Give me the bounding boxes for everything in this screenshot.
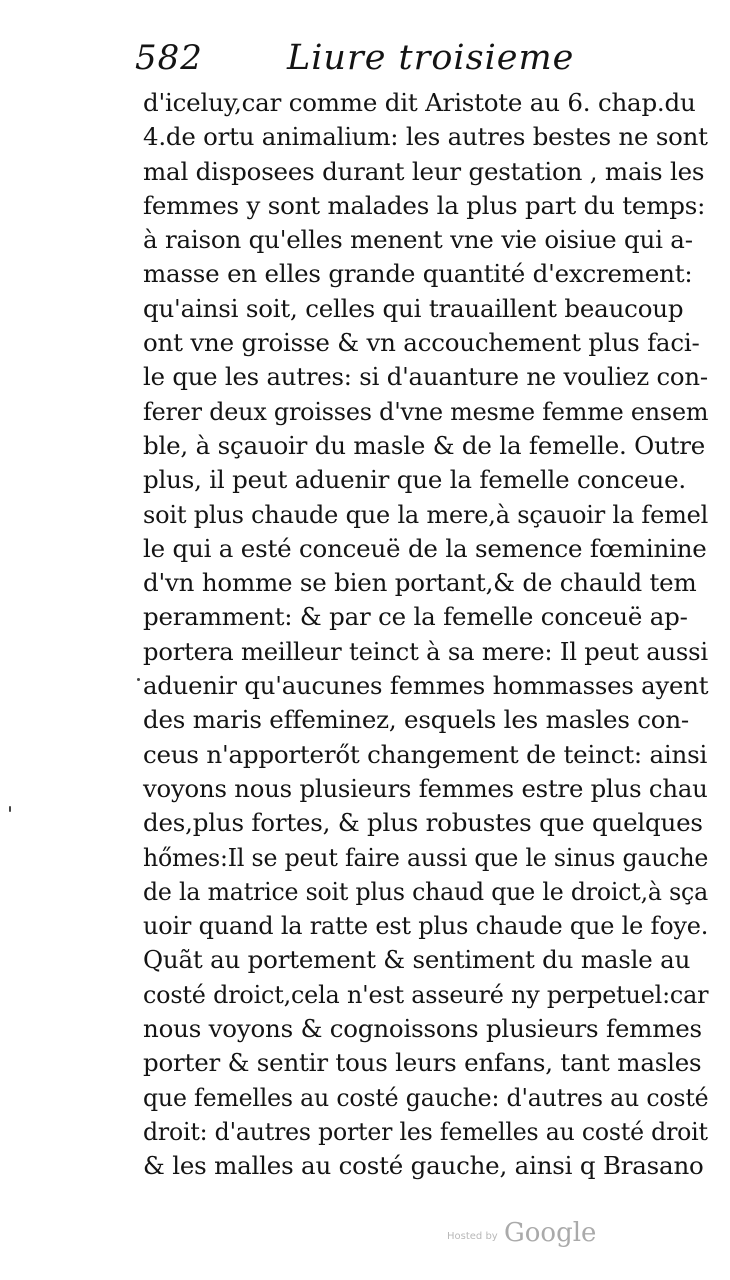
text-line: & les malles au costé gauche, ainsi q Brasano (143, 1151, 704, 1181)
ink-speck (9, 806, 11, 812)
text-line: à raison qu'elles menent vne vie oisiue qui a- (143, 225, 693, 255)
text-line: ferer deux groisses d'vne mesme femme ensem (143, 396, 709, 426)
text-line: portera meilleur teinct à sa mere: Il peut aussi (143, 636, 708, 666)
text-line: 4.de ortu animalium: les autres bestes ne sont (143, 122, 708, 152)
ink-speck (137, 678, 140, 681)
text-line: ont vne groisse & vn accouchement plus faci- (143, 328, 700, 358)
text-line: de la matrice soit plus chaud que le droict,à sça (143, 876, 708, 906)
text-line: le qui a esté conceuë de la semence fœminine (143, 533, 707, 563)
text-line: droit: d'autres porter les femelles au costé droit (143, 1116, 708, 1146)
text-line: plus, il peut aduenir que la femelle conceue. (143, 465, 686, 495)
text-line: d'vn homme se bien portant,& de chauld tem (143, 568, 697, 598)
google-watermark (447, 1218, 607, 1252)
text-line: porter & sentir tous leurs enfans, tant masles (143, 1048, 702, 1078)
running-title: Liure troisieme (287, 38, 575, 78)
text-line: masse en elles grande quantité d'excrement: (143, 259, 693, 289)
text-line: Quãt au portement & sentiment du masle au (143, 945, 691, 975)
text-line: soit plus chaude que la mere,à sçauoir la femel (143, 499, 709, 529)
text-line: ble, à sçauoir du masle & de la femelle. Outre (143, 430, 706, 460)
text-line: voyons nous plusieurs femmes estre plus chau (143, 773, 708, 803)
text-line: femmes y sont malades la plus part du temps: (143, 190, 706, 220)
text-line: mal disposees durant leur gestation , mais les (143, 156, 705, 186)
hosted-by-label: Hosted by (447, 1231, 498, 1242)
text-line: des,plus fortes, & plus robustes que quelques (143, 808, 703, 838)
body-text (143, 86, 708, 1184)
text-line: qu'ainsi soit, celles qui trauaillent beaucoup (143, 293, 684, 323)
google-logo: Google (504, 1218, 597, 1248)
text-line: des maris effeminez, esquels les masles con- (143, 705, 690, 735)
page-number: 582 (135, 38, 203, 78)
text-line: aduenir qu'aucunes femmes hommasses ayent (143, 671, 709, 701)
text-line: d'iceluy,car comme dit Aristote au 6. chap.du (143, 88, 696, 117)
text-line: hőmes:Il se peut faire aussi que le sinus gauche (143, 842, 709, 872)
text-line: ceus n'apporterőt changement de teinct: ainsi (143, 739, 708, 769)
text-line: peramment: & par ce la femelle conceuë ap- (143, 602, 688, 632)
text-line: que femelles au costé gauche: d'autres au costé (143, 1082, 709, 1112)
text-line: le que les autres: si d'auanture ne vouliez con- (143, 362, 708, 392)
text-line: uoir quand la ratte est plus chaude que le foye. (143, 911, 709, 941)
text-line: costé droict,cela n'est asseuré ny perpetuel:car (143, 979, 709, 1009)
page-header (135, 38, 575, 86)
text-line: nous voyons & cognoissons plusieurs femmes (143, 1014, 702, 1044)
